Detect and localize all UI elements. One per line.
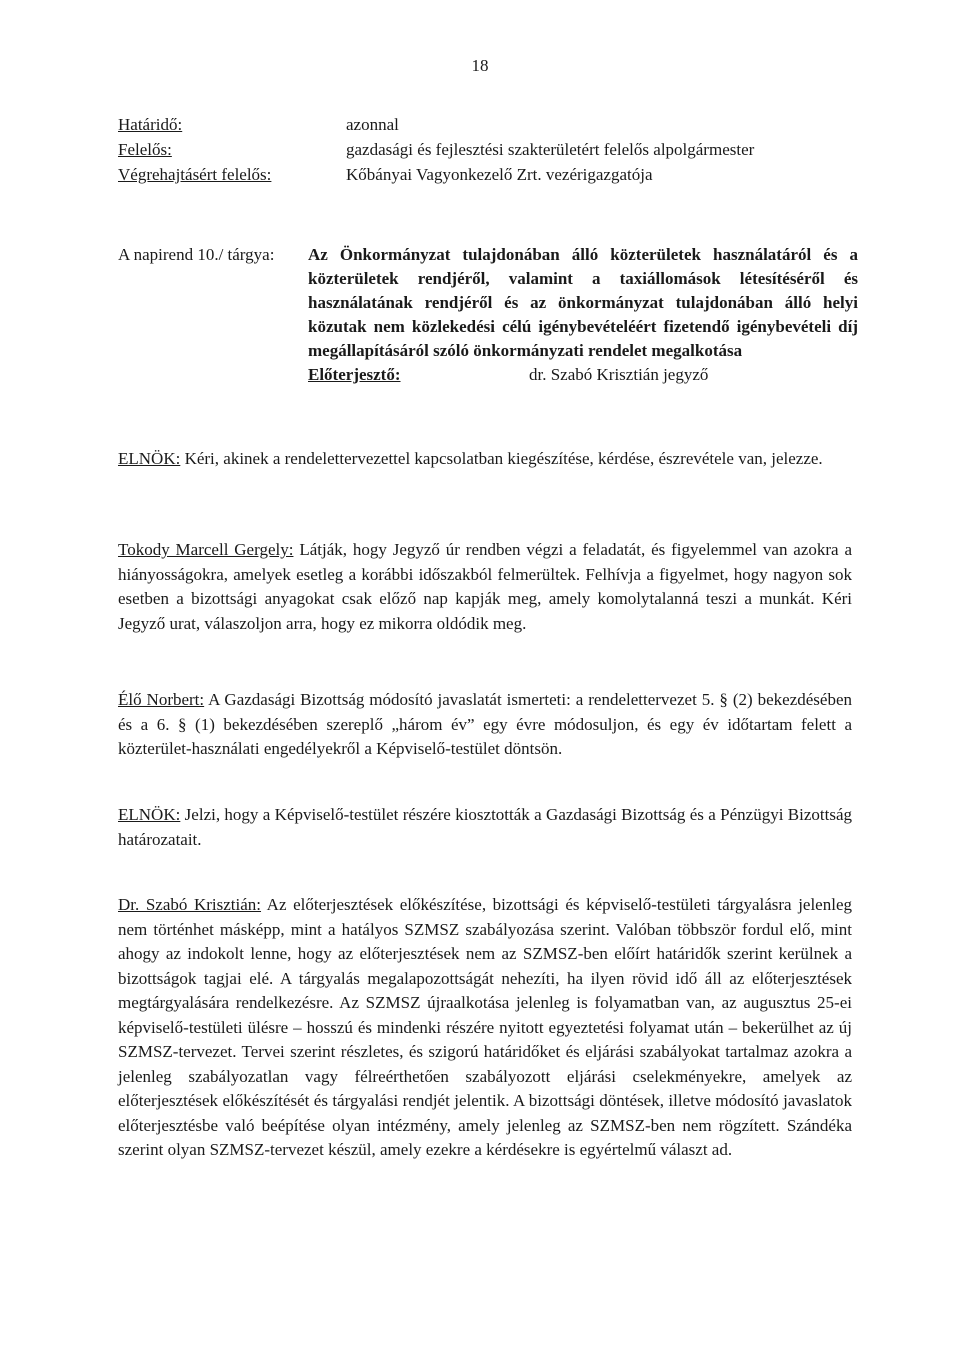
speaker-name: ELNÖK:: [118, 449, 181, 468]
paragraph-chair-1: [118, 447, 852, 472]
speaker-name: Tokody Marcell Gergely:: [118, 540, 294, 559]
paragraph-text: Látják, hogy Jegyző úr rendben végzi a feladatát, és figyelemmel van azokra a hiányosságokra, amelyek esetleg a korábbi időszakból felmerültek. Felhívja a figyelmet, hogy nagyon sok esetben a bizottsági anyagokat csak előző nap kapják meg, amely komolytalanná teszi a munkát. Kéri Jegyző urat, válaszoljon arra, hogy ez mikorra oldódik meg.: [118, 540, 852, 633]
presenter-name: dr. Szabó Krisztián jegyző: [529, 365, 709, 384]
speaker-name: Dr. Szabó Krisztián:: [118, 895, 262, 914]
paragraph-text: Jelzi, hogy a Képviselő-testület részére kiosztották a Gazdasági Bizottság és a Pénzügyi Bizottság határozatait.: [118, 805, 852, 849]
paragraph-text: Kéri, akinek a rendelettervezettel kapcsolatban kiegészítése, kérdése, észrevétele van, jelezze.: [180, 449, 823, 468]
speaker-name: ELNÖK:: [118, 805, 181, 824]
speaker-name: Élő Norbert:: [118, 690, 205, 709]
paragraph-tokody: [118, 538, 852, 636]
paragraph-szabo: [118, 893, 852, 1163]
paragraph-elo: [118, 688, 852, 762]
meta-row-executor: [118, 162, 754, 187]
meta-value: azonnal: [346, 115, 399, 134]
paragraph-text: A Gazdasági Bizottság módosító javaslatát ismerteti: a rendelettervezet 5. § (2) bekezdésében és a 6. § (1) bekezdésében szereplő „három év” egy évre módosuljon, és egy év időtartam felett a közterület-használati engedélyekről a Képviselő-testület döntsön.: [118, 690, 852, 758]
agenda-label: A napirend 10./ tárgya:: [118, 245, 275, 264]
meta-block: [118, 112, 754, 187]
meta-label: Határidő:: [118, 115, 183, 134]
presenter-label: Előterjesztő:: [308, 365, 401, 384]
agenda-title: Az Önkormányzat tulajdonában álló közterületek használatáról és a közterületek rendjéről, valamint a taxiállomások létesítéséről és használatának rendjéről és az önkormányzat tulajdonában álló helyi közutak nem közlekedési célú igénybevételéért fizetendő igénybevételi díj megállapításáról szóló önkormányzati rendelet megalkotása: [308, 245, 858, 360]
meta-row-deadline: [118, 112, 754, 137]
meta-label: Felelős:: [118, 140, 172, 159]
meta-label: Végrehajtásért felelős:: [118, 165, 272, 184]
presenter-row: [308, 363, 858, 387]
paragraph-chair-2: [118, 803, 852, 852]
agenda-block: [118, 243, 858, 387]
meta-row-responsible: [118, 137, 754, 162]
page-number: 18: [471, 56, 489, 75]
meta-value: Kőbányai Vagyonkezelő Zrt. vezérigazgatója: [346, 165, 653, 184]
paragraph-text: Az előterjesztések előkészítése, bizottsági és képviselő-testületi tárgyalásra jelenleg nem történhet másképp, mint a hatályos SZMSZ szabályozása szerint. Valóban többször fordul elő, mint ahogy az indokolt lenne, hogy az előterjesztések nem az SZMSZ-ben előírt határidők szerint kerülnek a bizottságok tagjai elé. A tárgyalás megalapozottságát nehezíti, ha ilyen rövid idő áll az előterjesztések megtárgyalására rendelkezésre. Az SZMSZ újraalkotása jelenleg is folyamatban van, az augusztus 25-ei képviselő-testületi ülésre – hosszú és mindenki részére nyitott egyeztetési folyamat után – bekerülhet az új SZMSZ-tervezet. Tervei szerint részletes, és szigorú határidőket és eljárási szabályokat tartalmaz azokra a jelenleg szabályozatlan vagy félreérthetően szabályozott eljárási cselekményekre, amelyek az előterjesztések előkészítését és tárgyalási rendjét jelentik. A bizottsági döntések, illetve módosító javaslatok előterjesztésbe való beépítése olyan intézmény, amely jelenleg az SZMSZ-ben nem rögzített. Szándéka szerint olyan SZMSZ-tervezet készül, amely ezekre a kérdésekre is egyértelmű választ ad.: [118, 895, 852, 1159]
meta-value: gazdasági és fejlesztési szakterületért felelős alpolgármester: [346, 140, 755, 159]
